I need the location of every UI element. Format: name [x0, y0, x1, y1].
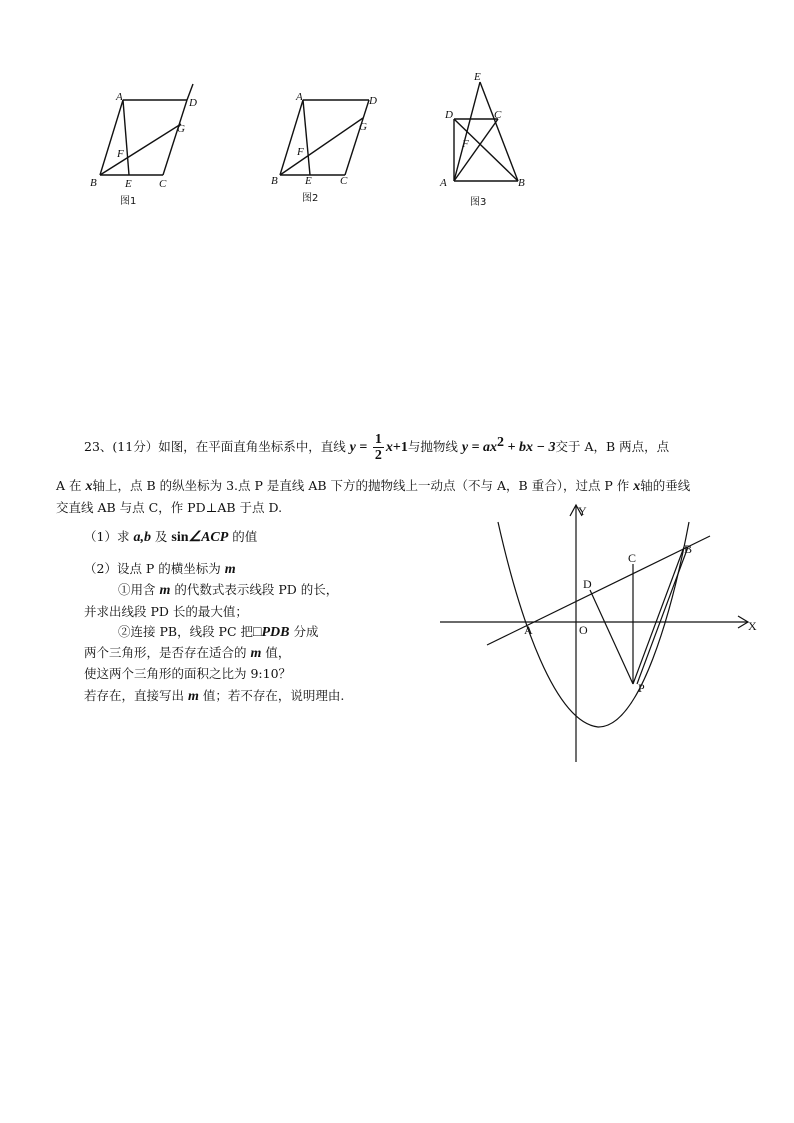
graph-label-A: A — [524, 623, 533, 637]
graph-label-D: D — [583, 577, 592, 591]
line2-part1: A 在 — [56, 478, 86, 493]
q2-m: m — [224, 562, 236, 577]
problem-line-2 — [56, 476, 690, 495]
parabola-rest: + bx − 3 — [504, 440, 556, 455]
q1-part3: 的值 — [228, 529, 258, 544]
question-2-2 — [118, 622, 318, 641]
q1-part2: 及 — [150, 529, 172, 544]
fraction-denominator: 2 — [374, 448, 382, 463]
q2-2d-part2: 值；若不存在，说明理由. — [198, 688, 345, 703]
parabola-exponent: 2 — [497, 434, 505, 450]
question-2-2b — [84, 643, 290, 662]
q2-1-part2: 的代数式表示线段 PD 的长， — [170, 582, 339, 597]
question-2-head — [84, 559, 236, 578]
line-eq-plus-one: +1 — [392, 440, 408, 455]
fig2-label-A: A — [296, 91, 303, 103]
segment-pd — [590, 590, 633, 684]
q2-part1: （2）设点 P 的横坐标为 — [84, 561, 225, 576]
q1-sin: sin — [171, 530, 189, 545]
parabola-ax: ax — [483, 440, 498, 455]
q2-2-part2: 分成 — [289, 624, 319, 639]
q2-2d-part1: 若存在，直接写出 — [84, 688, 188, 703]
graph-label-X: X — [748, 619, 757, 633]
graph-label-O: O — [579, 623, 588, 637]
fig3-label-D: D — [445, 109, 453, 121]
q1-ab: a,b — [133, 530, 151, 545]
fig1-label-E: E — [125, 178, 132, 190]
problem-line-3: 交直线 AB 与点 C，作 PD⊥AB 于点 D. — [56, 500, 283, 515]
segment-pb — [633, 547, 684, 684]
fig1-label-G: G — [177, 123, 185, 135]
parabola-equals: = — [468, 440, 484, 455]
question-1 — [84, 527, 257, 546]
graph-label-Y: Y — [578, 504, 587, 518]
figure-3 — [432, 68, 537, 213]
question-2-1 — [118, 580, 338, 599]
q2-2b-m: m — [250, 646, 262, 661]
q2-2-part1: ②连接 PB，线段 PC 把 — [118, 624, 253, 639]
problem-mid: 与抛物线 — [407, 439, 462, 454]
problem-line1-suffix: 交于 A，B 两点，点 — [555, 439, 670, 454]
question-2-1b: 并求出线段 PD 长的最大值； — [84, 604, 248, 619]
fig2-label-G: G — [359, 121, 367, 133]
problem-intro: 23、(11分）如图，在平面直角坐标系中，直线 — [84, 439, 350, 454]
line2-x-axis: x — [85, 479, 93, 494]
line-ab — [487, 536, 710, 645]
fig1-label-B: B — [90, 177, 97, 189]
fig1-label-F: F — [117, 148, 124, 160]
fig3-label-C: C — [494, 109, 502, 121]
fig3-label-A: A — [440, 177, 447, 189]
parabola-y: y — [461, 440, 469, 455]
fig1-label-C: C — [159, 178, 167, 190]
fig2-label-B: B — [271, 175, 278, 187]
fig3-label-E: E — [474, 71, 481, 83]
graph-label-P: P — [638, 681, 645, 695]
question-2-2c: 使这两个三角形的面积之比为 9:10？ — [84, 666, 292, 681]
fig2-caption: 图2 — [302, 193, 319, 204]
fig1-label-A: A — [116, 91, 123, 103]
q2-1-part1: ①用含 — [118, 582, 160, 597]
question-2-2d — [84, 686, 344, 705]
fig2-label-E: E — [305, 175, 312, 187]
q2-2d-m: m — [187, 689, 199, 704]
fig2-label-C: C — [340, 175, 348, 187]
figure-1 — [85, 80, 205, 210]
problem-line-1 — [84, 432, 669, 463]
q2-2b-part1: 两个三角形，是否存在适合的 — [84, 645, 251, 660]
coordinate-graph — [430, 495, 770, 775]
fraction-numerator: 1 — [374, 432, 382, 447]
fraction-half — [373, 432, 384, 463]
fig3-label-B: B — [518, 177, 525, 189]
fig2-label-F: F — [297, 146, 304, 158]
line-eq-x: x — [385, 440, 393, 455]
line-eq-equals: = — [355, 440, 371, 455]
q2-1-m: m — [159, 583, 171, 598]
q1-part1: （1）求 — [84, 529, 134, 544]
fig3-label-F: F — [462, 138, 469, 150]
line2-part3: 轴的垂线 — [640, 478, 691, 493]
fig2-label-D: D — [369, 95, 377, 107]
q1-angle: ∠ACP — [188, 530, 229, 545]
line-eq-y: y — [349, 440, 356, 455]
fig3-caption: 图3 — [470, 197, 487, 208]
graph-label-C: C — [628, 551, 637, 565]
line2-x-axis-2: x — [633, 479, 641, 494]
graph-label-B: B — [684, 542, 693, 556]
q2-2-triangle: □PDB — [253, 625, 290, 640]
figure-2 — [265, 80, 390, 210]
fig1-caption: 图1 — [120, 196, 137, 207]
q2-2b-part2: 值， — [261, 645, 291, 660]
fig1-label-D: D — [189, 97, 197, 109]
line2-part2: 轴上，点 B 的纵坐标为 3.点 P 是直线 AB 下方的抛物线上一动点（不与 A，B 重合），过点 P 作 — [92, 478, 634, 493]
